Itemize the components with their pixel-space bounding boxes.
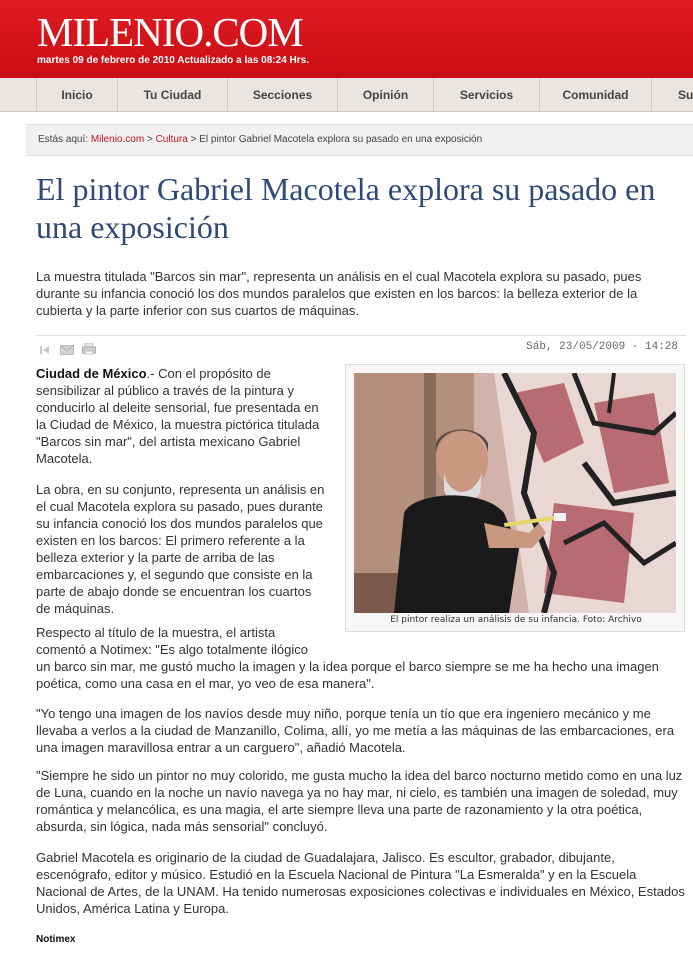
- paragraph-1-text: .- Con el propósito de sensibilizar al público a través de la pintura y conducirlo al deleite sensorial, fue presentada en la Ciudad de México, la muestra pictórica titulada "Barcos sin mar", del artista mexicano Gabriel Macotela.: [36, 366, 320, 466]
- nav-tu-ciudad[interactable]: Tu Ciudad: [118, 78, 228, 112]
- header-dateline: martes 09 de febrero de 2010 Actualizado a las 08:24 Hrs.: [37, 55, 309, 66]
- nav-su[interactable]: Su: [678, 88, 693, 102]
- article-title: El pintor Gabriel Macotela explora su pasado en una exposición: [36, 171, 656, 245]
- article-tools: [36, 335, 686, 355]
- paragraph-dateline: Ciudad de México: [36, 366, 147, 381]
- arrow-back-icon[interactable]: [40, 342, 54, 352]
- article-credit: Notimex: [36, 934, 76, 945]
- email-icon[interactable]: [60, 342, 74, 352]
- nav-servicios[interactable]: Servicios: [434, 78, 540, 112]
- article-lead: La muestra titulada "Barcos sin mar", representa un análisis en el cual Macotela explora su pasado, pues durante su infancia conoció los dos mundos paralelos que existen en los barcos: la belleza exterior de la cubierta y la parte inferior con sus cuartos de máquinas.: [36, 269, 642, 318]
- paragraph-2: La obra, en su conjunto, representa un análisis en el cual Macotela explora su pasado, pues durante su infancia conoció los dos mundos paralelos que existen en los barcos: El primero referente a la belleza exterior y la parte de arriba de las embarcaciones y, el segundo que consiste en la parte de abajo donde se encuentran los cuartos de máquinas.: [36, 482, 325, 616]
- article-figure: [345, 364, 685, 632]
- paragraph-4: "Yo tengo una imagen de los navíos desde muy niño, porque tenía un tío que era ingeniero mecánico y me llevaba a verlos a la ciudad de Manzanillo, Colima, allí, yo me metía a las máquinas de las embarcaciones, era una imagen maravillosa entrar a un carguero", añadió Macotela.: [36, 706, 675, 755]
- breadcrumb-separator: >: [190, 134, 197, 145]
- article-photo[interactable]: [354, 373, 676, 613]
- breadcrumb-current: El pintor Gabriel Macotela explora su pasado en una exposición: [199, 134, 483, 145]
- article-timestamp: Sáb, 23/05/2009 - 14:28: [526, 341, 678, 353]
- breadcrumb: [26, 124, 693, 156]
- site-logo[interactable]: MILENIO.COM: [37, 9, 303, 55]
- masthead: [0, 0, 693, 78]
- paragraph-5: "Siempre he sido un pintor no muy colorido, me gusta mucho la idea del barco nocturno metido como en una luz de Luna, cuando en la noche un navío navega ya no hay mar, ni cielo, es también una imagen de soledad, muy romántica y melancólica, es una magia, el arte siempre lleva una parte de razonamiento y la otra poética, absurda, sin lógica, nada más sensorial" concluyó.: [36, 768, 683, 834]
- paragraph-1: [36, 365, 328, 467]
- print-icon[interactable]: [82, 342, 96, 352]
- photo-caption: El pintor realiza un análisis de su infancia. Foto: Archivo: [390, 615, 642, 625]
- breadcrumb-section-link[interactable]: Cultura: [155, 134, 188, 145]
- nav-inicio[interactable]: Inicio: [36, 78, 118, 112]
- nav-secciones[interactable]: Secciones: [228, 78, 338, 112]
- paragraph-6: Gabriel Macotela es originario de la ciudad de Guadalajara, Jalisco. Es escultor, grabador, dibujante, escenógrafo, editor y músico. Estudió en la Escuela Nacional de Pintura "La Esmeralda" y en la Escuela Nacional de Artes, de la UNAM. Ha tenido numerosas exposiciones colectivas e individuales en México, Estados Unidos, América Latina y Europa.: [36, 850, 685, 916]
- main-nav: [0, 78, 693, 112]
- breadcrumb-home-link[interactable]: Milenio.com: [90, 134, 145, 145]
- paragraph-3-start: Respecto al título de la muestra, el artista comentó a Notimex: "Es algo totalmente ilógico: [36, 625, 308, 657]
- paragraph-3-end: un barco sin mar, me gustó mucho la imagen y la idea porque el barco siempre se me ha hecho una imagen poética, como una casa en el mar, yo veo de esa manera".: [36, 659, 659, 691]
- breadcrumb-prefix: Estás aquí:: [38, 134, 89, 145]
- breadcrumb-separator: >: [146, 134, 153, 145]
- nav-opinion[interactable]: Opinión: [338, 78, 434, 112]
- nav-comunidad[interactable]: Comunidad: [540, 78, 652, 112]
